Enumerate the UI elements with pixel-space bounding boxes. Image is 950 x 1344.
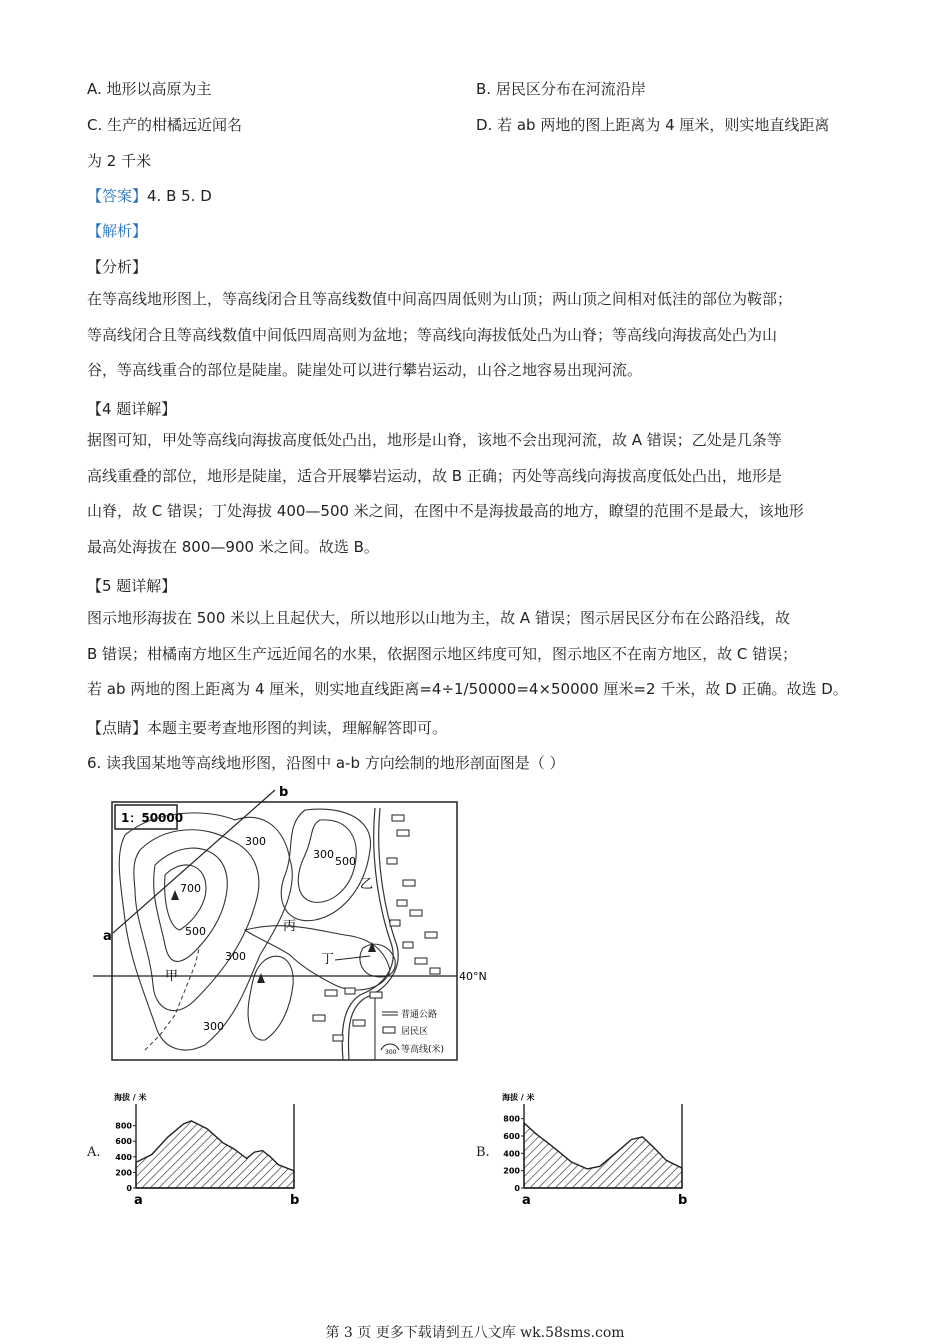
- answer-line: [87, 185, 212, 206]
- option-b-label: B.: [476, 1145, 490, 1160]
- fenxi-line: 谷，等高线重合的部位是陡崖。陡崖处可以进行攀岩运动，山谷之地容易出现河流。: [87, 361, 643, 379]
- legend-residential-symbol: [383, 1027, 395, 1033]
- y-tick-label: 400: [115, 1152, 132, 1162]
- option-a-label: A.: [87, 1145, 101, 1160]
- y-tick-label: 200: [115, 1168, 132, 1178]
- y-axis-label: 海拔 / 米: [502, 1093, 535, 1102]
- latitude-label: 40°N: [459, 970, 487, 983]
- x-tick-label-b: b: [290, 1193, 300, 1208]
- q4-line: 最高处海拔在 800—900 米之间。故选 B。: [87, 537, 379, 556]
- answer-label: 【答案】: [87, 187, 148, 205]
- q5-line: 若 ab 两地的图上距离为 4 厘米，则实地直线距离=4÷1/50000=4×50000 厘米=2 千米，故 D 正确。故选 D。: [87, 680, 848, 698]
- map-label-ding: 丁: [321, 952, 335, 967]
- question-6: 6. 读我国某地等高线地形图，沿图中 a-b 方向绘制的地形剖面图是（ ）: [87, 754, 565, 772]
- option-b-q5: B. 居民区分布在河流沿岸: [476, 80, 646, 98]
- peak-icon: [257, 973, 265, 983]
- dianjing-label: 【点睛】: [87, 719, 148, 737]
- y-tick-label: 600: [115, 1137, 132, 1147]
- scale-text: 1：50000: [121, 811, 184, 825]
- map-label-b: b: [279, 785, 289, 800]
- option-d-q5-cont: 为 2 千米: [87, 152, 152, 170]
- option-a-q5: A. 地形以高原为主: [87, 80, 212, 98]
- map-label-jia: 甲: [165, 969, 179, 984]
- q4-line: 据图可知，甲处等高线向海拔高度低处凸出，地形是山脊，该地不会出现河流，故 A 错误；乙处是几条等: [87, 431, 782, 449]
- y-tick-label: 800: [503, 1114, 520, 1124]
- x-tick-label-a: a: [522, 1193, 531, 1208]
- map-label-a: a: [103, 929, 112, 944]
- contour-label-300-2: 300: [313, 848, 334, 861]
- fenxi-label: 【分析】: [87, 258, 148, 276]
- q5-line: B 错误；柑橘南方地区生产远近闻名的水果，依据图示地区纬度可知，图示地区不在南方地区，故 C 错误；: [87, 644, 798, 663]
- legend-contour-value: 300: [385, 1049, 397, 1056]
- page-footer: 第 3 页 更多下载请到五八文库 wk.58sms.com: [325, 1325, 625, 1341]
- peak-icon: [171, 890, 179, 900]
- profile-chart-b: [500, 1090, 690, 1215]
- option-c-q5: C. 生产的柑橘远近闻名: [87, 116, 243, 134]
- y-axis-label: 海拔 / 米: [114, 1093, 147, 1102]
- fenxi-line: 等高线闭合且等高线数值中间低四周高则为盆地；等高线向海拔低处凸为山脊；等高线向海拔高处凸为山: [87, 325, 778, 344]
- map-label-yi: 乙: [360, 877, 374, 892]
- q5-detail-body: [87, 601, 872, 708]
- contour-label-500-2: 500: [185, 925, 206, 938]
- q4-line: 高线重叠的部位，地形是陡崖，适合开展攀岩运动，故 B 正确；丙处等高线向海拔高度低处凸出，地形是: [87, 466, 782, 485]
- y-tick-label: 400: [503, 1149, 520, 1159]
- fenxi-body: [87, 282, 872, 389]
- fenxi-line: 在等高线地形图上，等高线闭合且等高线数值中间高四周低则为山顶；两山顶之间相对低洼的部位为鞍部；: [87, 290, 793, 308]
- y-tick-label: 0: [126, 1184, 132, 1193]
- y-tick-label: 600: [503, 1132, 520, 1141]
- q4-line: 山脊，故 C 错误；丁处海拔 400—500 米之间，在图中不是海拔最高的地方，瞭望的范围不是最大，该地形: [87, 502, 804, 520]
- y-tick-label: 800: [115, 1121, 132, 1131]
- profile-area: [524, 1123, 682, 1188]
- ding-pointer: [335, 956, 370, 960]
- contour-label-300-1: 300: [245, 835, 266, 848]
- option-d-q5: D. 若 ab 两地的图上距离为 4 厘米，则实地直线距离: [476, 116, 830, 134]
- legend-contour-label: 等高线(米): [401, 1045, 445, 1055]
- q5-detail-label: 【5 题详解】: [87, 577, 177, 595]
- x-tick-label-a: a: [134, 1193, 143, 1208]
- dianjing-line: [87, 717, 447, 738]
- peak-icon: [368, 942, 376, 952]
- dianjing-text: 本题主要考查地形图的判读，理解解答即可。: [147, 719, 448, 737]
- analysis-label: 【解析】: [87, 222, 148, 240]
- x-tick-label-b: b: [678, 1193, 688, 1208]
- profile-area: [136, 1121, 294, 1188]
- legend-residential-label: 居民区: [401, 1027, 429, 1037]
- contour-label-500-1: 500: [335, 855, 356, 868]
- q4-detail-body: [87, 423, 872, 565]
- contour-label-300-3: 300: [225, 950, 246, 963]
- y-tick-label: 200: [503, 1166, 520, 1176]
- y-tick-label: 0: [514, 1184, 520, 1193]
- contour-map: [85, 780, 505, 1070]
- map-label-bing: 丙: [283, 919, 297, 934]
- answer-text: 4. B 5. D: [147, 187, 212, 205]
- q5-line: 图示地形海拔在 500 米以上且起伏大，所以地形以山地为主，故 A 错误；图示居民区分布在公路沿线，故: [87, 609, 790, 627]
- profile-chart-a: [112, 1090, 302, 1215]
- legend-road-label: 普通公路: [401, 1010, 438, 1020]
- contour-label-300-4: 300: [203, 1020, 224, 1033]
- contour-label-700: 700: [180, 882, 201, 895]
- q4-detail-label: 【4 题详解】: [87, 400, 177, 418]
- ridge-line: [145, 945, 200, 1050]
